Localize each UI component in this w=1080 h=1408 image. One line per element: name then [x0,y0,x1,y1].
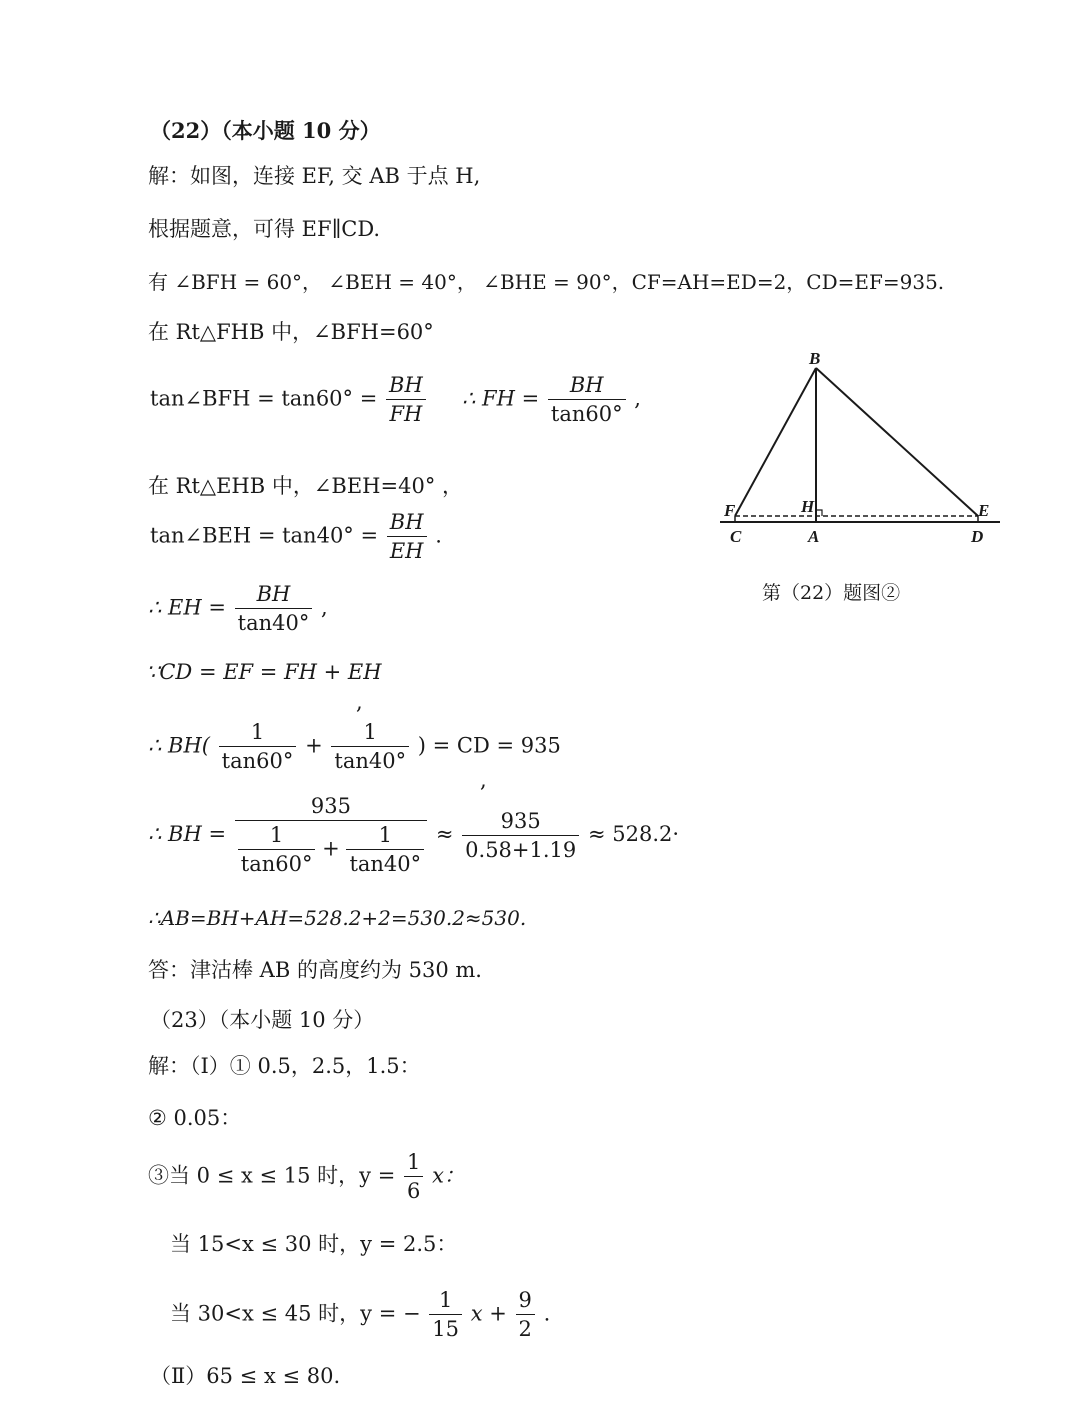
q22-header: （22）（本小题 10 分） [150,118,381,143]
tan60-fraction: $\frac{BH}{FH}$ [386,375,426,425]
fh-lhs: ∴ FH = [462,386,540,411]
q22-bh1-comma: , [480,768,487,792]
q23-line-4: 当 15<x ≤ 30 时，y = 2.5： [170,1232,458,1256]
label-a: A [808,527,820,546]
bh2-fraction-decimal: $\frac{935}{0.58+1.19}$ [462,811,579,861]
q22-bh-equation-2 [148,796,679,875]
label-b: B [809,349,821,368]
q22-line-1: 解：如图，连接 EF, 交 AB 于点 H, [148,164,481,188]
q22-bh-equation-1 [148,722,561,772]
q23-l3-lhs: ③当 0 ≤ x ≤ 15 时，y = [148,1163,396,1188]
bh1-rhs: ) = CD = 935 [417,733,561,758]
q23-l5-fraction-1: $\frac{1}{15}$ [429,1290,462,1340]
q22-tan40-equation [150,512,442,562]
label-f: F [724,501,736,520]
tan40-lhs: tan∠BEH = tan40° = [150,523,379,548]
bh1-lhs: ∴ BH( [148,733,210,758]
bh2-tail: ≈ 528.2· [587,822,680,846]
q23-line-5 [170,1290,550,1340]
q22-line-6: ∵CD = EF = FH + EH [146,660,382,684]
q23-l3-tail: x： [432,1163,465,1188]
label-c: C [730,527,742,546]
q22-line-4: 在 Rt△FHB 中，∠BFH=60° [148,320,434,344]
bh2-lhs: ∴ BH = [148,822,227,846]
q23-line-1: 解：（Ⅰ）① 0.5，2.5，1.5： [148,1054,421,1078]
q22-line-7: ∴AB=BH+AH=528.2+2=530.2≈530. [148,906,527,930]
q22-line-3: 有 ∠BFH = 60°， ∠BEH = 40°， ∠BHE = 90°，CF=AH=ED=2，CD=EF=935. [148,270,945,294]
q22-line-2: 根据题意，可得 EF∥CD. [148,217,381,241]
q22-tan60-equation [150,375,428,425]
tan60-lhs: tan∠BFH = tan60° = [150,386,378,411]
eh-fraction: $\frac{BH}{\tan 40^\circ}$ [235,584,313,634]
q22-line-6-comma: , [356,690,363,714]
eh-lhs: ∴ EH = [148,595,226,620]
q23-l5-fraction-2: $\frac{9}{2}$ [516,1290,535,1340]
q22-line-5: 在 Rt△EHB 中，∠BEH=40° ， [148,474,463,498]
fh-tail: , [634,386,641,411]
label-d: D [971,527,984,546]
q23-line-6: （Ⅱ）65 ≤ x ≤ 80. [150,1364,341,1388]
figure-caption: 第（22）题图② [762,582,901,604]
bh2-fraction-complex: 935 $\frac{1}{\tan 60^\circ}$ + $\frac{1}{\tan 40^\circ}$ [235,796,427,875]
q22-eh-equation [148,584,328,634]
q23-l5-lhs: 当 30<x ≤ 45 时，y = − [170,1301,421,1326]
bh1-fraction-60: $\frac{1}{\tan 60^\circ}$ [219,722,297,772]
bh1-plus: + [305,733,323,758]
q23-header: （23）（本小题 10 分） [150,1008,375,1032]
q22-fh-equation [462,375,641,425]
q22-answer: 答：津沽棒 AB 的高度约为 530 m. [148,958,482,982]
label-e: E [978,501,990,520]
segment-bf [735,368,816,516]
bh1-fraction-40: $\frac{1}{\tan 40^\circ}$ [331,722,409,772]
eh-tail: , [321,595,328,620]
tan40-tail: . [435,523,442,548]
q23-l5-mid: x + [470,1301,507,1326]
fh-fraction: $\frac{BH}{\tan 60^\circ}$ [548,375,626,425]
geometry-figure [700,340,1010,560]
tan40-fraction: $\frac{BH}{EH}$ [387,512,427,562]
q23-l3-fraction: $\frac{1}{6}$ [404,1152,423,1202]
q23-line-2: ② 0.05： [148,1106,242,1130]
segment-be [816,368,978,516]
q23-line-3 [148,1152,465,1202]
q23-l5-tail: . [543,1301,551,1326]
bh2-approx: ≈ [435,822,454,846]
label-h: H [801,497,815,516]
